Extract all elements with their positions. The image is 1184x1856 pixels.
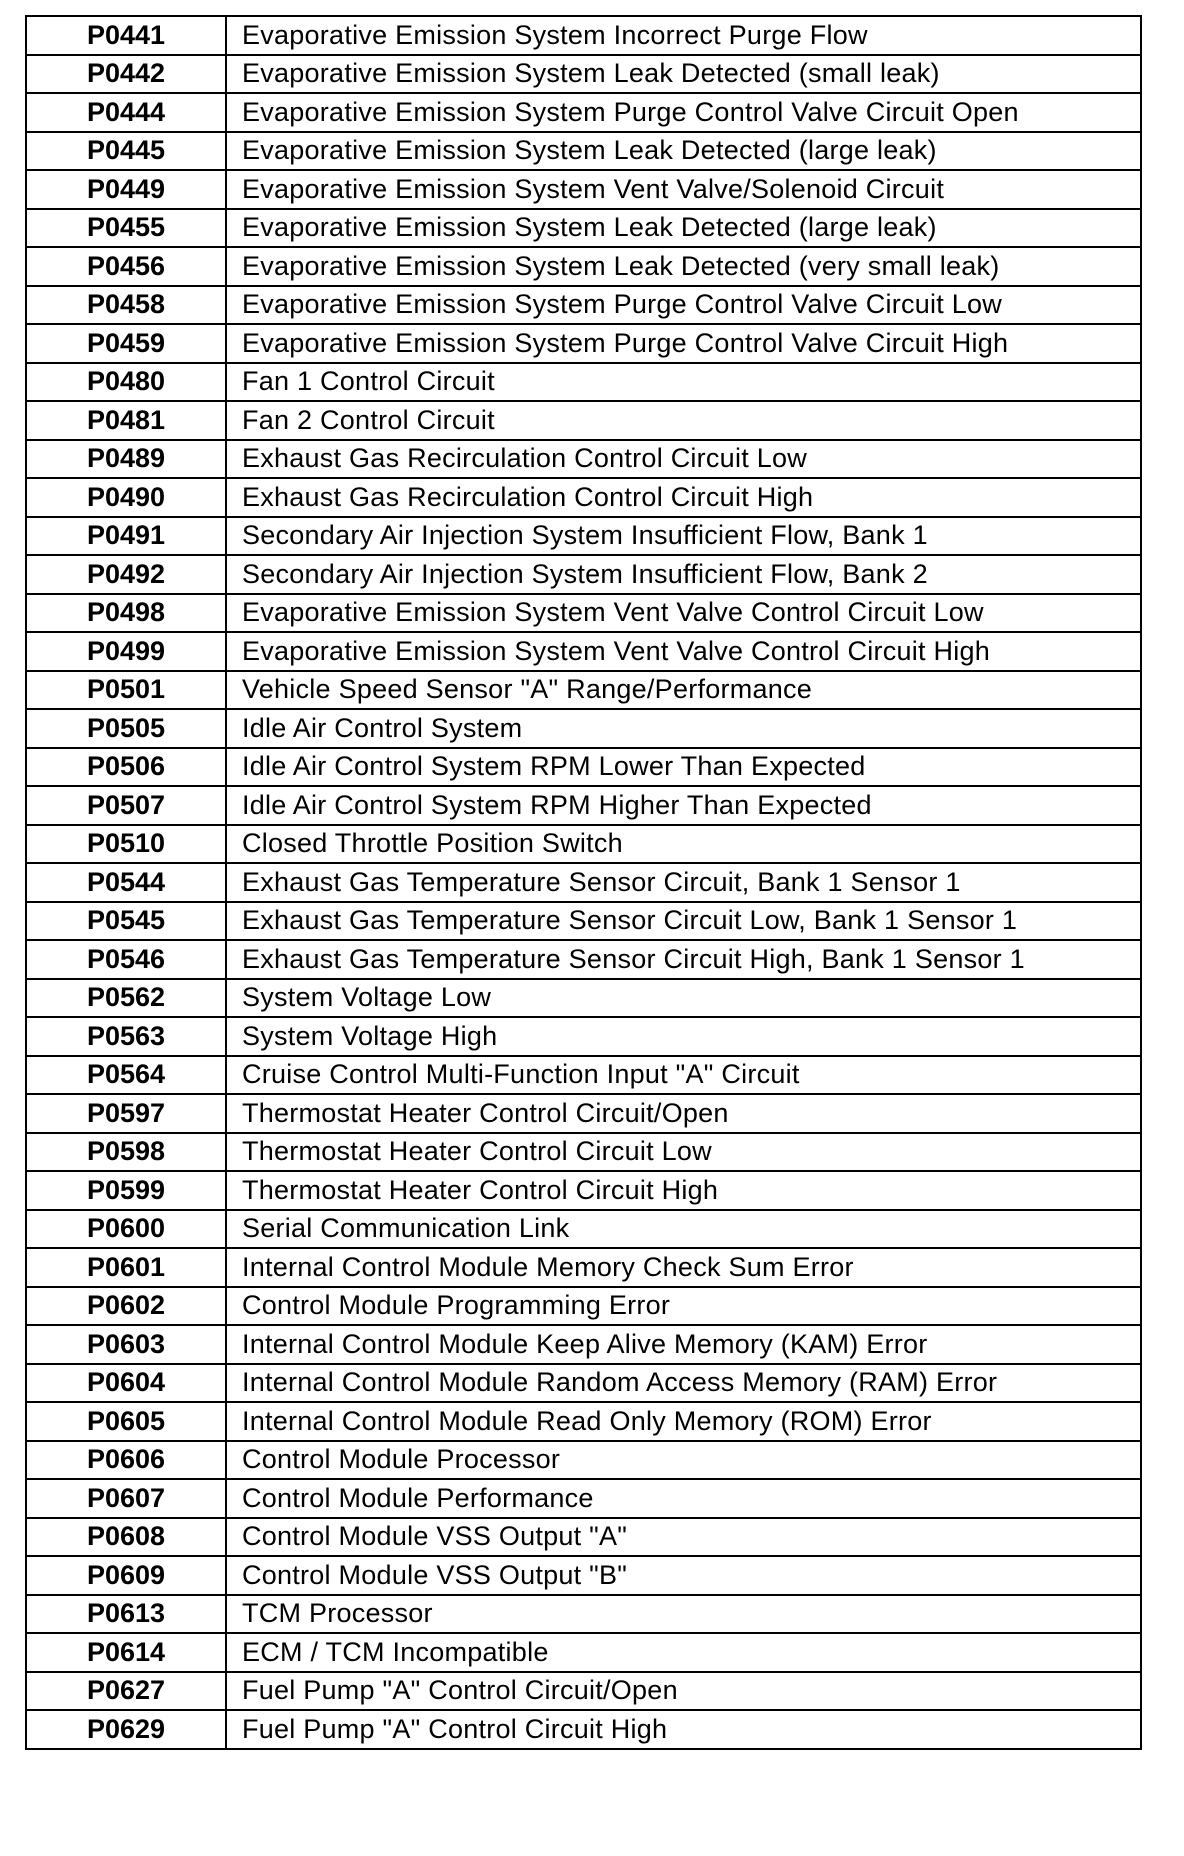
dtc-code: P0501 [26, 671, 226, 710]
dtc-code: P0604 [26, 1364, 226, 1403]
dtc-code: P0609 [26, 1556, 226, 1595]
dtc-code: P0442 [26, 55, 226, 94]
table-row [26, 1287, 1141, 1326]
dtc-description: Control Module Performance [226, 1479, 1141, 1518]
table-row [26, 1556, 1141, 1595]
table-row [26, 517, 1141, 556]
table-row [26, 93, 1141, 132]
table-row [26, 247, 1141, 286]
dtc-description: Internal Control Module Random Access Memory (RAM) Error [226, 1364, 1141, 1403]
dtc-description: Evaporative Emission System Incorrect Purge Flow [226, 16, 1141, 55]
table-row [26, 209, 1141, 248]
dtc-description: Internal Control Module Read Only Memory (ROM) Error [226, 1402, 1141, 1441]
dtc-code: P0603 [26, 1325, 226, 1364]
table-row [26, 324, 1141, 363]
dtc-description: Closed Throttle Position Switch [226, 825, 1141, 864]
dtc-code: P0614 [26, 1633, 226, 1672]
dtc-description: Evaporative Emission System Leak Detected (very small leak) [226, 247, 1141, 286]
table-row [26, 594, 1141, 633]
dtc-code: P0599 [26, 1171, 226, 1210]
dtc-description: Idle Air Control System RPM Lower Than Expected [226, 748, 1141, 787]
dtc-code: P0629 [26, 1710, 226, 1749]
dtc-description: Control Module Programming Error [226, 1287, 1141, 1326]
table-row [26, 286, 1141, 325]
dtc-code: P0608 [26, 1518, 226, 1557]
dtc-code: P0510 [26, 825, 226, 864]
dtc-code: P0562 [26, 979, 226, 1018]
table-row [26, 1133, 1141, 1172]
dtc-code: P0505 [26, 709, 226, 748]
dtc-code: P0441 [26, 16, 226, 55]
table-row [26, 825, 1141, 864]
dtc-code: P0564 [26, 1056, 226, 1095]
dtc-code: P0498 [26, 594, 226, 633]
dtc-description: Cruise Control Multi-Function Input "A" Circuit [226, 1056, 1141, 1095]
dtc-code: P0627 [26, 1672, 226, 1711]
dtc-code: P0489 [26, 440, 226, 479]
dtc-code: P0607 [26, 1479, 226, 1518]
table-row [26, 1479, 1141, 1518]
table-row [26, 902, 1141, 941]
table-row [26, 555, 1141, 594]
dtc-description: Evaporative Emission System Purge Control Valve Circuit High [226, 324, 1141, 363]
dtc-code: P0492 [26, 555, 226, 594]
table-row [26, 1402, 1141, 1441]
dtc-description: Fuel Pump "A" Control Circuit/Open [226, 1672, 1141, 1711]
table-row [26, 1441, 1141, 1480]
dtc-code: P0491 [26, 517, 226, 556]
dtc-description: Secondary Air Injection System Insufficient Flow, Bank 1 [226, 517, 1141, 556]
dtc-code: P0507 [26, 786, 226, 825]
dtc-code: P0600 [26, 1210, 226, 1249]
dtc-description: Thermostat Heater Control Circuit/Open [226, 1094, 1141, 1133]
dtc-description: Evaporative Emission System Leak Detected (large leak) [226, 132, 1141, 171]
dtc-description: ECM / TCM Incompatible [226, 1633, 1141, 1672]
table-row [26, 709, 1141, 748]
table-row [26, 1248, 1141, 1287]
table-row [26, 1672, 1141, 1711]
table-row [26, 748, 1141, 787]
dtc-description: Exhaust Gas Temperature Sensor Circuit Low, Bank 1 Sensor 1 [226, 902, 1141, 941]
dtc-code: P0544 [26, 863, 226, 902]
table-row [26, 55, 1141, 94]
dtc-description: Evaporative Emission System Purge Control Valve Circuit Low [226, 286, 1141, 325]
table-row [26, 440, 1141, 479]
table-row [26, 478, 1141, 517]
dtc-description: Exhaust Gas Recirculation Control Circuit Low [226, 440, 1141, 479]
dtc-code: P0606 [26, 1441, 226, 1480]
table-row [26, 16, 1141, 55]
table-row [26, 1710, 1141, 1749]
table-row [26, 132, 1141, 171]
dtc-code: P0506 [26, 748, 226, 787]
table-row [26, 1325, 1141, 1364]
dtc-description: Internal Control Module Keep Alive Memory (KAM) Error [226, 1325, 1141, 1364]
dtc-description: Evaporative Emission System Purge Control Valve Circuit Open [226, 93, 1141, 132]
dtc-description: Control Module VSS Output "B" [226, 1556, 1141, 1595]
table-row [26, 1595, 1141, 1634]
dtc-description: Evaporative Emission System Leak Detected (large leak) [226, 209, 1141, 248]
dtc-code: P0597 [26, 1094, 226, 1133]
dtc-description: Exhaust Gas Temperature Sensor Circuit, Bank 1 Sensor 1 [226, 863, 1141, 902]
dtc-description: System Voltage Low [226, 979, 1141, 1018]
dtc-description: System Voltage High [226, 1017, 1141, 1056]
table-row [26, 863, 1141, 902]
dtc-description: Fuel Pump "A" Control Circuit High [226, 1710, 1141, 1749]
dtc-code: P0601 [26, 1248, 226, 1287]
table-row [26, 1518, 1141, 1557]
dtc-description: Idle Air Control System [226, 709, 1141, 748]
dtc-description: Fan 2 Control Circuit [226, 401, 1141, 440]
dtc-description: Evaporative Emission System Vent Valve Control Circuit Low [226, 594, 1141, 633]
dtc-description: Serial Communication Link [226, 1210, 1141, 1249]
dtc-code: P0598 [26, 1133, 226, 1172]
table-row [26, 786, 1141, 825]
dtc-description: Vehicle Speed Sensor "A" Range/Performance [226, 671, 1141, 710]
dtc-code: P0499 [26, 632, 226, 671]
dtc-code: P0444 [26, 93, 226, 132]
dtc-description: Internal Control Module Memory Check Sum Error [226, 1248, 1141, 1287]
dtc-code: P0456 [26, 247, 226, 286]
table-row [26, 363, 1141, 402]
dtc-description: Evaporative Emission System Vent Valve/Solenoid Circuit [226, 170, 1141, 209]
dtc-code: P0449 [26, 170, 226, 209]
dtc-code: P0613 [26, 1595, 226, 1634]
dtc-code: P0545 [26, 902, 226, 941]
table-row [26, 1094, 1141, 1133]
dtc-code: P0546 [26, 940, 226, 979]
table-row [26, 632, 1141, 671]
table-row [26, 979, 1141, 1018]
dtc-code: P0490 [26, 478, 226, 517]
table-row [26, 1364, 1141, 1403]
table-row [26, 940, 1141, 979]
dtc-table-body [26, 16, 1141, 1749]
dtc-description: TCM Processor [226, 1595, 1141, 1634]
dtc-code: P0480 [26, 363, 226, 402]
table-row [26, 1056, 1141, 1095]
dtc-code: P0563 [26, 1017, 226, 1056]
dtc-description: Thermostat Heater Control Circuit High [226, 1171, 1141, 1210]
dtc-code: P0481 [26, 401, 226, 440]
dtc-code: P0459 [26, 324, 226, 363]
dtc-table [25, 15, 1142, 1750]
dtc-description: Evaporative Emission System Leak Detected (small leak) [226, 55, 1141, 94]
dtc-description: Idle Air Control System RPM Higher Than Expected [226, 786, 1141, 825]
table-row [26, 170, 1141, 209]
dtc-code: P0455 [26, 209, 226, 248]
dtc-description: Evaporative Emission System Vent Valve Control Circuit High [226, 632, 1141, 671]
dtc-code: P0458 [26, 286, 226, 325]
table-row [26, 1171, 1141, 1210]
table-row [26, 671, 1141, 710]
dtc-description: Control Module Processor [226, 1441, 1141, 1480]
dtc-description: Secondary Air Injection System Insufficient Flow, Bank 2 [226, 555, 1141, 594]
table-row [26, 1210, 1141, 1249]
dtc-description: Exhaust Gas Recirculation Control Circuit High [226, 478, 1141, 517]
table-row [26, 401, 1141, 440]
dtc-description: Control Module VSS Output "A" [226, 1518, 1141, 1557]
dtc-code: P0605 [26, 1402, 226, 1441]
dtc-description: Exhaust Gas Temperature Sensor Circuit High, Bank 1 Sensor 1 [226, 940, 1141, 979]
dtc-code: P0445 [26, 132, 226, 171]
dtc-description: Fan 1 Control Circuit [226, 363, 1141, 402]
table-row [26, 1017, 1141, 1056]
dtc-description: Thermostat Heater Control Circuit Low [226, 1133, 1141, 1172]
dtc-code: P0602 [26, 1287, 226, 1326]
table-row [26, 1633, 1141, 1672]
